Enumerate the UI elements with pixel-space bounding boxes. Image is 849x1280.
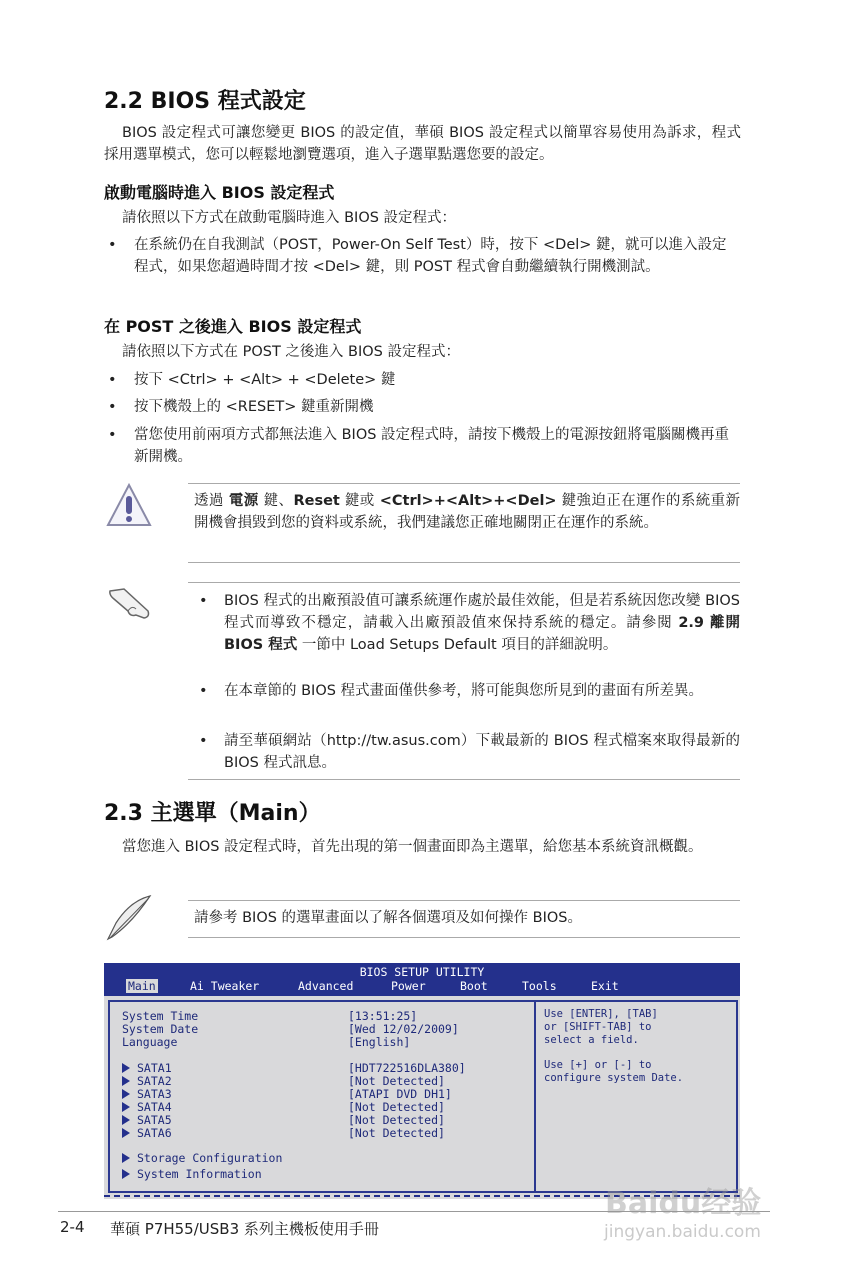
bios-tab-ai-tweaker[interactable]: Ai Tweaker	[190, 979, 260, 993]
divider	[188, 779, 740, 780]
quill-pen-icon	[102, 893, 154, 943]
bios-title: BIOS SETUP UTILITY	[359, 965, 485, 979]
submenu-arrow-icon	[122, 1089, 130, 1099]
boot-bullet: • 在系統仍在自我測試（POST，Power-On Self Test）時，按下 <Del> 鍵，就可以進入設定程式，如果您超過時間才按 <Del> 鍵，則 POST 程式會自動繼續執行開機測試。	[108, 237, 727, 275]
bios-help-line: Use [ENTER], [TAB]	[544, 1008, 658, 1020]
bios-help-line: Use [+] or [-] to	[544, 1059, 652, 1071]
bios-item-system-date[interactable]: System Date	[122, 1022, 199, 1036]
main-intro: 當您進入 BIOS 設定程式時，首先出現的第一個畫面即為主選單，給您基本系統資訊概觀。	[122, 839, 703, 855]
submenu-arrow-icon	[122, 1169, 130, 1179]
section-title-2-2: 2.2 BIOS 程式設定	[104, 89, 306, 114]
submenu-arrow-icon	[122, 1076, 130, 1086]
bios-item-sata3[interactable]: SATA3	[122, 1087, 172, 1101]
bios-header	[104, 963, 740, 996]
warning-text: 透過 電源 鍵、Reset 鍵或 <Ctrl>+<Alt>+<Del> 鍵強迫正在運作的系統重新開機會損毀到您的資料或系統，我們建議您正確地關閉正在運作的系統。	[194, 493, 741, 531]
section-title-2-3: 2.3 主選單（Main）	[104, 801, 321, 826]
submenu-arrow-icon	[122, 1115, 130, 1125]
bios-item-sata2[interactable]: SATA2	[122, 1074, 172, 1088]
note-bullet: • 在本章節的 BIOS 程式畫面僅供參考，將可能與您所見到的畫面有所差異。	[199, 683, 704, 699]
submenu-arrow-icon	[122, 1153, 130, 1163]
footer-page-number: 2-4	[60, 1218, 85, 1236]
bios-item-sata1[interactable]: SATA1	[122, 1061, 172, 1075]
divider	[188, 900, 740, 901]
bios-tab-advanced[interactable]: Advanced	[298, 979, 354, 993]
bios-value: [Not Detected]	[348, 1074, 445, 1088]
bios-value: [ATAPI DVD DH1]	[348, 1087, 452, 1101]
post-bullet: • 按下機殼上的 <RESET> 鍵重新開機	[108, 399, 374, 415]
note-bullet: • BIOS 程式的出廠預設值可讓系統運作處於最佳效能，但是若系統因您改變 BIOS 程式而導致不穩定，請載入出廠預設值來保持系統的穩定。請參閱 2.9 離開 BIOS 程式 一節中 Load Setups Default 項目的詳細說明。	[199, 593, 740, 653]
boot-bullet-text: 在系統仍在自我測試（POST，Power-On Self Test）時，按下 <Del> 鍵，就可以進入設定程式，如果您超過時間才按 <Del> 鍵，則 POST 程式會自動繼續執行開機測試。	[134, 237, 727, 275]
bios-help-line: select a field.	[544, 1034, 639, 1046]
bios-item-system-info[interactable]: System Information	[122, 1167, 262, 1181]
bios-screenshot	[104, 963, 740, 1199]
bios-item-sata6[interactable]: SATA6	[122, 1126, 172, 1140]
divider	[188, 562, 740, 563]
bios-item-storage-config[interactable]: Storage Configuration	[122, 1151, 282, 1165]
post-bullet: • 按下 <Ctrl> + <Alt> + <Delete> 鍵	[108, 372, 396, 388]
post-bullet-text: 當您使用前兩項方式都無法進入 BIOS 設定程式時，請按下機殼上的電源按鈕將電腦關機再重新開機。	[134, 427, 730, 465]
note-bullet: • 請至華碩網站（http://tw.asus.com）下載最新的 BIOS 程式檔案來取得最新的 BIOS 程式訊息。	[199, 733, 740, 771]
bios-value[interactable]: [Wed 12/02/2009]	[348, 1022, 459, 1036]
bios-item-sata4[interactable]: SATA4	[122, 1100, 172, 1114]
hand-note-icon	[106, 585, 152, 621]
bios-value: [Not Detected]	[348, 1100, 445, 1114]
warning-icon	[106, 482, 152, 528]
footer-title: 華碩 P7H55/USB3 系列主機板使用手冊	[110, 1220, 379, 1238]
submenu-arrow-icon	[122, 1063, 130, 1073]
bios-panel-divider	[534, 1002, 536, 1191]
post-bullet: • 當您使用前兩項方式都無法進入 BIOS 設定程式時，請按下機殼上的電源按鈕將電腦關機再重新開機。	[108, 427, 730, 465]
subheading-post: 在 POST 之後進入 BIOS 設定程式	[104, 317, 362, 336]
watermark-logo: Baidu经验	[605, 1186, 762, 1221]
submenu-arrow-icon	[122, 1102, 130, 1112]
divider	[188, 937, 740, 938]
post-bullet-text: 按下 <Ctrl> + <Alt> + <Delete> 鍵	[134, 372, 396, 388]
bios-item-system-time[interactable]: System Time	[122, 1009, 199, 1023]
bios-tab-power[interactable]: Power	[391, 979, 426, 993]
bios-tab-boot[interactable]: Boot	[460, 979, 488, 993]
divider	[188, 582, 740, 583]
bios-item-language[interactable]: Language	[122, 1035, 178, 1049]
bios-value: [Not Detected]	[348, 1113, 445, 1127]
submenu-arrow-icon	[122, 1128, 130, 1138]
intro-paragraph: BIOS 設定程式可讓您變更 BIOS 的設定值，華碩 BIOS 設定程式以簡單容易使用為訴求，程式採用選單模式，您可以輕鬆地瀏覽選項，進入子選單點選您要的設定。	[104, 125, 741, 163]
bios-help-line: configure system Date.	[544, 1072, 684, 1084]
bios-value: [HDT722516DLA380]	[348, 1061, 466, 1075]
bios-item-sata5[interactable]: SATA5	[122, 1113, 172, 1127]
bios-value: [Not Detected]	[348, 1126, 445, 1140]
bios-value[interactable]: [English]	[348, 1035, 411, 1049]
bios-value[interactable]: [13:51:25]	[348, 1009, 418, 1023]
post-bullet-text: 按下機殼上的 <RESET> 鍵重新開機	[134, 399, 374, 415]
post-lead: 請依照以下方式在 POST 之後進入 BIOS 設定程式：	[122, 344, 460, 360]
main-note: 請參考 BIOS 的選單畫面以了解各個選項及如何操作 BIOS。	[194, 910, 583, 926]
bios-tab-exit[interactable]: Exit	[591, 979, 619, 993]
bios-help-line: or [SHIFT-TAB] to	[544, 1021, 652, 1033]
bios-tab-tools[interactable]: Tools	[522, 979, 557, 993]
bios-main-panel	[108, 1000, 738, 1193]
divider	[188, 483, 740, 484]
watermark-url: jingyan.baidu.com	[604, 1222, 761, 1242]
boot-lead: 請依照以下方式在啟動電腦時進入 BIOS 設定程式：	[122, 210, 457, 226]
bios-tab-main[interactable]: Main	[128, 979, 156, 993]
subheading-boot: 啟動電腦時進入 BIOS 設定程式	[104, 183, 335, 202]
